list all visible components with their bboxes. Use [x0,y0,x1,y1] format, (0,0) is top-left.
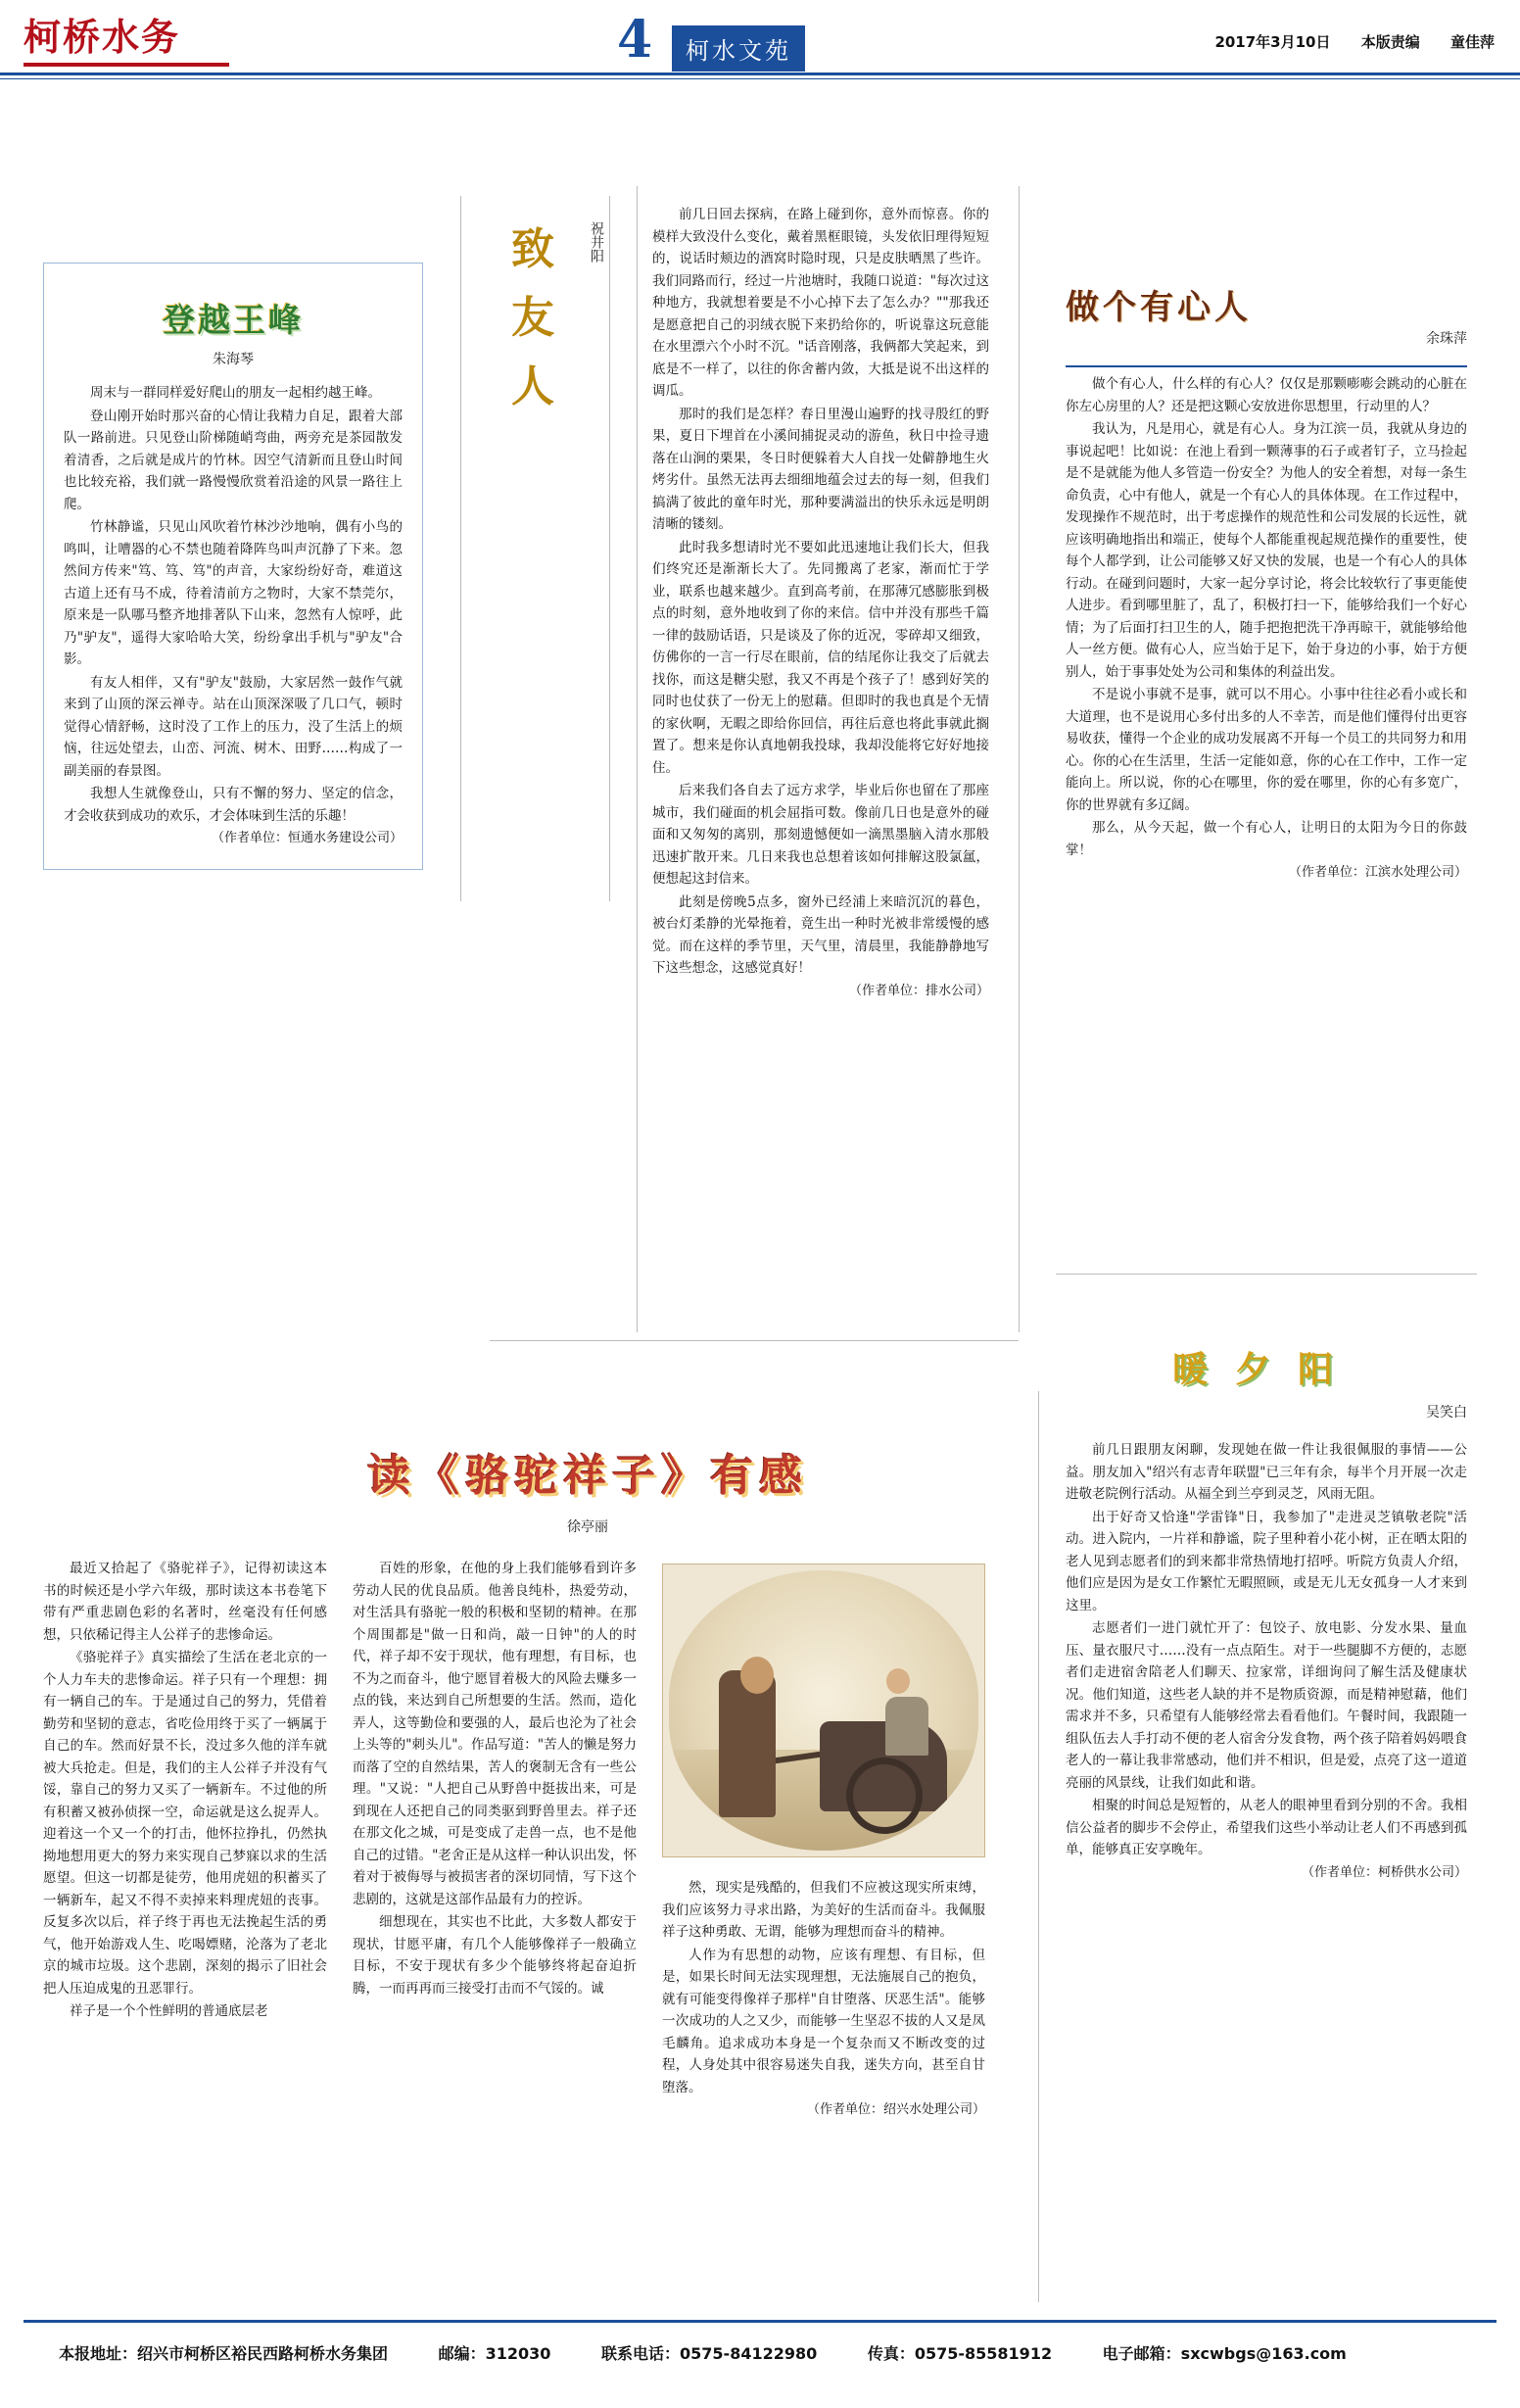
article-camel-author: 徐亭丽 [567,1519,608,1535]
paragraph: 相聚的时间总是短暂的，从老人的眼神里看到分别的不舍。我相信公益者的脚步不会停止，希望我们这些小举动让老人们不再感到孤单，能够真正安享晚年。 [1066,1798,1467,1857]
editor-name: 童佳萍 [1449,33,1495,51]
article-camel-column-3 [662,1877,985,2123]
editor-label: 本版责编 [1360,33,1420,51]
paragraph: 我认为，凡是用心，就是有心人。身为江滨一员，我就从身边的事说起吧！比如说：在池上看到一颗薄事的石子或者钉子，立马捡起是不是就能为他人多管造一份安全？为他人的安全着想，对每一条生命负责，心中有他人，就是一个有心人的具体体现。在工作过程中，发现操作不规范时，出于考虑操作的规范性和公司发展的长远性，就应该明确地指出和端正，使每个人都能重视起规范操作的重要性，使每个人都学到，让公司能够又好又快的发展，也是一个有心人的具体行动。在碰到问题时，大家一起分享讨论，将会比较软行了事更能使人进步。看到哪里脏了，乱了，积极打扫一下，能够给我们一个好心情；为了后面打扫卫生的人，随手把抱把洗干净再晾干，就能够给他人一丝方便。做有心人，应当始于足下，始于身边的小事，始于方便别人，始于事事处处为公司和集体的利益出发。 [1066,421,1467,680]
title-char: 人 [511,361,554,411]
footer-postcode-value: 312030 [485,2344,551,2363]
title-char: 致 [511,224,554,274]
article-camel-illustration [662,1564,985,1857]
column-divider [637,186,638,1332]
paragraph: 登山刚开始时那兴奋的心情让我精力自足，跟着大部队一路前进。只见登山阶梯随峭弯曲，两旁充是茶园散发着清香，之后就是成片的竹林。因空气清新而且登山时间也比较充裕，我们就一路慢慢欣赏着沿途的风景一路往上爬。 [64,408,403,512]
masthead-rule [0,72,1520,75]
column-divider [460,196,461,901]
article-heart-author: 余珠萍 [1426,331,1467,347]
article-climb-signature: （作者单位：恒通水务建设公司） [211,831,403,845]
paragraph: 我想人生就像登山，只有不懈的努力、坚定的信念，才会收获到成功的欢乐，才会体味到生活的乐趣！ [64,786,403,824]
footer-phone-value: 0575-84122980 [680,2344,818,2363]
article-heart-body [1066,373,1467,885]
section-title: 柯水文苑 [672,25,805,72]
illustration-canvas [669,1570,978,1851]
rickshaw-wheel [846,1758,923,1834]
article-sunset-signature: （作者单位：柯桥供水公司） [1301,1864,1467,1880]
article-heart-signature: （作者单位：江滨水处理公司） [1288,865,1467,880]
rickshaw-passenger [885,1697,928,1756]
footer-address-value: 绍兴市柯桥区裕民西路柯桥水务集团 [137,2344,389,2363]
article-camel-title: 读《骆驼祥子》有感 [367,1451,808,1501]
footer-email-label: 电子邮箱： [1102,2344,1181,2363]
paragraph: 前几日跟朋友闲聊，发现她在做一件让我很佩服的事情——公益。朋友加入"绍兴有志青年联盟"已三年有余，每半个月开展一次走进敬老院例行活动。从福全到兰亭到灵芝，风雨无阻。 [1066,1442,1467,1502]
paragraph: 细想现在，其实也不比此，大多数人都安于现状，甘愿平庸，有几个人能够像祥子一般确立目标，不安于现状有多少个能够终将起奋迫折腾，一而再再而三接受打击而不气馁的。诚 [353,1914,637,1997]
footer-rule [24,2320,1496,2323]
footer-fax-value: 0575-85581912 [914,2344,1053,2363]
paragraph: 竹林静谧，只见山风吹着竹林沙沙地响，偶有小鸟的鸣叫，让嘈器的心不禁也随着降阵鸟叫声沉静了下来。忽然间方传来"笃、笃、笃"的声音，大家纷纷好奇，难道这古道上还有马不成，待着清前方之物时，大家不禁莞尔，原来是一队哪马整齐地排著队下山来，忽然有人惊呼，此乃"驴友"，遥得大家哈哈大笑，纷纷拿出手机与"驴友"合影。 [64,519,403,667]
paragraph: 后来我们各自去了远方求学，毕业后你也留在了那座城市，我们碰面的机会屈指可数。像前几日也是意外的碰面和又匆匆的离别，那刻遗憾便如一滴黑墨脑入清水那般迅速扩散开来。几日来我也总想着该如何排解这股氯氲，便想起这封信来。 [652,783,989,887]
puller-head [740,1657,774,1694]
paragraph: 祥子是一个个性鲜明的普通底层老 [70,2003,268,2019]
article-climb [43,263,423,870]
article-sunset-body [1066,1439,1467,1884]
article-friend-author: 祝井阳 [589,221,604,263]
article-camel-column-1 [43,1558,327,2024]
section-divider [490,1340,1019,1341]
article-friend-body [652,204,989,1003]
newspaper-logo: 柯桥水务 [24,14,229,67]
column-divider [1038,1391,1039,2302]
rickshaw-puller [719,1670,776,1817]
paragraph: 人作为有思想的动物，应该有理想、有目标，但是，如果长时间无法实现理想，无法施展自己的抱负，就有可能变得像祥子那样"自甘堕落、厌恶生活"。能够一次成功的人之又少，而能够一生坚忍不拔的人又是凤毛麟角。追求成功本身是一个复杂而又不断改变的过程，人身处其中很容易迷失自我，迷失方向，甚至自甘堕落。 [662,1947,985,2095]
paragraph: 有友人相伴，又有"驴友"鼓励，大家居然一鼓作气就来到了山顶的深云禅寺。站在山顶深深吸了几口气，顿时觉得心情舒畅，这时没了工作上的压力，没了生活上的烦恼，往远处望去，山峦、河流、树木、田野……构成了一副美丽的春景图。 [64,674,403,779]
article-heart-title: 做个有心人 [1066,288,1252,327]
article-heart-rule [1066,365,1467,367]
passenger-head [886,1668,910,1694]
page-number: 4 [617,10,653,70]
article-friend-title [496,216,570,421]
paragraph: 此时我多想请时光不要如此迅速地让我们长大，但我们终究还是渐渐长大了。先同搬离了老家，渐而忙于学业，联系也越来越少。直到高考前，在那薄冗感膨胀到极点的时刻，意外地收到了你的来信。信中并没有那些千篇一律的鼓励话语，只是谈及了你的近况，零碎却又细致，仿佛你的一言一行尽在眼前，信的结尾你让我交了后就去找你，而这是糖尖慰，我又不再是个孩子了！感到好笑的同时也仗获了一份无上的慰藉。但即时的我也真是个无情的家伙啊，无暇之即给你回信，再往后意也将此事就此搁置了。想来是你认真地朝我投球，我却没能将它好好地接住。 [652,539,989,776]
footer-fax-label: 传真： [867,2344,915,2363]
paragraph: 做个有心人，什么样的有心人？仅仅是那颗嘭嘭会跳动的心脏在你左心房里的人？还是把这颗心安放进你思想里，行动里的人？ [1066,376,1467,414]
paragraph: 最近又拾起了《骆驼祥子》，记得初读这本书的时候还是小学六年级，那时读这本书卷笔下带有严重悲剧色彩的名著时，丝毫没有任何感想，只依稀记得主人公祥子的悲惨命运。 [43,1561,327,1643]
article-sunset-author: 吴笑白 [1426,1405,1467,1421]
article-heart [1066,280,1467,886]
paragraph: 百姓的形象，在他的身上我们能够看到许多劳动人民的优良品质。他善良纯朴，热爱劳动，对生活具有骆驼一般的积极和坚韧的精神。在那个周围都是"做一日和尚，敲一日钟"的人的时代，祥子却不安于现状，他有理想，有目标，也不为之而奋斗，他宁愿冒着极大的风险去赚多一点的钱，来达到自己所想要的生活。然而，造化弄人，这等勤俭和要强的人，最后也沦为了社会上头等的"刺头儿"。作品写道："苦人的懒是努力而落了空的自然结果，苦人的褒制无含有一些公理。"又说："人把自己从野兽中挺拔出来，可是到现在人还把自己的同类驱到野兽里去。祥子还在那文化之城，可是变成了走兽一点，也不是他自己的过错。"老舍正是从这样一种认识出发，怀着对于被侮辱与被损害者的深切同情，写下这个悲剧的，这就是这部作品最有力的控诉。 [353,1561,637,1907]
masthead-rule-thin [0,78,1520,79]
paragraph: 那时的我们是怎样？春日里漫山遍野的找寻殷红的野果，夏日下埋首在小溪间捕捉灵动的游鱼，秋日中捡寻遗落在山涧的栗果，冬日时便躲着大人自找一处僻静地生火烤劣什。虽然无法再去细细地蕴会过去的每一刻，但我们搞满了彼此的童年时光，那种要满溢出的快乐永远是明朗清晰的镂刻。 [652,406,989,532]
section-divider [1056,1274,1477,1275]
article-sunset-title: 暖夕阳 [1171,1349,1360,1390]
article-friend-head [460,196,617,882]
masthead [0,0,1520,90]
footer-email-value: sxcwbgs@163.com [1180,2344,1347,2363]
paragraph: 然，现实是残酷的，但我们不应被这现实所束缚，我们应该努力寻求出路，为美好的生活而奋斗。我佩服祥子这种勇敢、无谓，能够为理想而奋斗的精神。 [662,1880,985,1940]
footer-postcode-label: 邮编： [438,2344,486,2363]
paragraph: 此刻是傍晚5点多，窗外已经浦上来暗沉沉的暮色，被台灯柔静的光晕拖着，竟生出一种时光被非常缓慢的感觉。而在这样的季节里，天气里，清晨里，我能静静地写下这些想念，这感觉真好！ [652,893,989,976]
paragraph: 那么，从今天起，做一个有心人，让明日的太阳为今日的你鼓掌！ [1066,820,1467,858]
footer-phone-label: 联系电话： [601,2344,681,2363]
article-climb-author: 朱海琴 [213,352,254,367]
article-camel-column-2 [353,1558,637,2000]
paragraph: 周末与一群同样爱好爬山的朋友一起相约越王峰。 [90,385,381,401]
footer-address-label: 本报地址： [59,2344,138,2363]
article-climb-body [64,382,403,850]
masthead-meta [1189,31,1495,52]
paragraph: 出于好奇又恰逢"学雷锋"日，我参加了"走进灵芝镇敬老院"活动。进入院内，一片祥和静谧，院子里种着小花小树，正在晒太阳的老人见到志愿者们的到来都非常热情地打招呼。听院方负责人介绍，他们应是因为是女工作繁忙无暇照顾，或是无儿无女孤身一人才来到这里。 [1066,1509,1467,1613]
title-char: 友 [511,293,554,343]
column-divider [1019,186,1020,1332]
paragraph: 不是说小事就不是事，就可以不用心。小事中往往必看小或长和大道理，也不是说用心多付出多的人不幸苦，而是他们懂得付出更容易收获，懂得一个企业的成功发展离不开每一个员工的共同努力和用心。你的心在生活里，生活一定能如意，你的心在工作中，工作一定能向上。所以说，你的心在哪里，你的爱在哪里，你的心有多宽广，你的世界就有多辽阔。 [1066,687,1467,813]
article-climb-title: 登越王峰 [163,301,304,339]
footer [0,2320,1520,2408]
footer-contact [59,2341,1479,2364]
article-sunset [1066,1342,1467,1885]
column-divider [609,196,610,901]
paragraph: 志愿者们一进门就忙开了：包饺子、放电影、分发水果、量血压、量衣服尺寸……没有一点点陌生。对于一些腿脚不方便的，志愿者们走进宿舍陪老人们聊天、拉家常，详细询问了解生活及健康状况。他们知道，这些老人缺的并不是物质资源，而是精神慰藉，他们需求并不多，只希望有人能够经常去看看他们。午餐时间，我跟随一组队伍去人手打动不便的老人宿舍分发食物，两个孩子陪着妈妈喂食老人的一幕让我非常感动，他们并不相识，但是爱，点亮了这一道道亮丽的风景线，让我们如此和谐。 [1066,1620,1467,1791]
paragraph: 《骆驼祥子》真实描绘了生活在老北京的一个人力车夫的悲惨命运。祥子只有一个理想：拥有一辆自己的车。于是通过自己的努力，凭借着勤劳和坚韧的意志，省吃俭用终于买了一辆属于自己的车。然而好景不长，没过多久他的洋车就被大兵抢走。但是，我们的主人公祥子并没有气馁，靠自己的努力又买了一辆新车。不过他的所有积蓄又被孙侦探一空，命运就是这么捉弄人。迎着这一个又一个的打击，他怀拉挣扎，仍然执拗地想用更大的努力来实现自己梦寐以求的生活愿望。但这一切都是徒劳，他用虎妞的积蓄买了一辆新车，起又不得不卖掉来料理虎妞的丧事。反复多次以后，祥子终于再也无法挽起生活的勇气，他开始游戏人生、吃喝嫖赌，沦落为了老北京的城市垃圾。这个悲剧，深刻的揭示了旧社会把人压迫成鬼的丑恶罪行。 [43,1650,327,1997]
issue-date: 2017年3月10日 [1214,33,1331,51]
article-friend-signature: （作者单位：排水公司） [848,983,989,998]
paragraph: 前几日回去探病，在路上碰到你，意外而惊喜。你的模样大致没什么变化，戴着黑框眼镜，头发依旧理得短短的，说话时颊边的酒窝时隐时现，只是皮肤晒黑了些许。我们同路而行，经过一片池塘时，我随口说道："每次过这种地方，我就想着要是不小心掉下去了怎么办？""那我还是愿意把自己的羽绒衣脱下来扔给你的，听说靠这玩意能在水里漂六个小时不沉。"话音刚落，我俩都大笑起来，到底是不一样了，以往的你舍蓄内敛，大抵是说不出这样的调瓜。 [652,207,989,399]
article-camel-signature: （作者单位：绍兴水处理公司） [806,2102,985,2117]
